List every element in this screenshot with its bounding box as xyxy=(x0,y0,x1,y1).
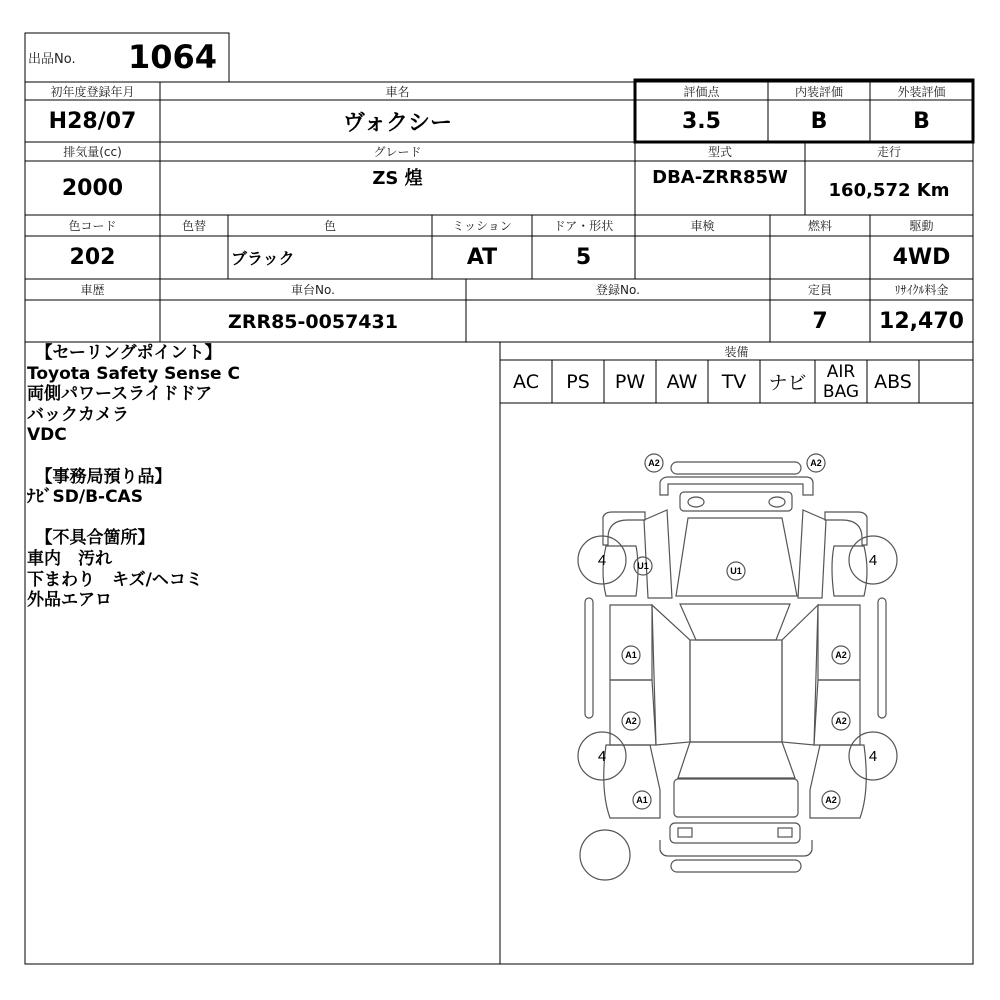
damage-mark: A1 xyxy=(636,795,648,805)
model-value: DBA-ZRR85W xyxy=(652,166,788,188)
grade-value: ZS 煌 xyxy=(372,168,423,189)
note-line: VDC xyxy=(27,425,67,446)
chassis-label: 車台No. xyxy=(291,283,335,297)
mileage-value: 160,572 Km xyxy=(828,179,950,201)
color-code-value: 202 xyxy=(69,245,116,270)
first-reg-label: 初年度登録年月 xyxy=(50,84,135,99)
capacity-label: 定員 xyxy=(807,283,832,297)
note-line: 車内 汚れ xyxy=(27,548,112,569)
tire-tread: 4 xyxy=(868,748,878,765)
note-line: Toyota Safety Sense C xyxy=(27,363,240,384)
equip-ac: AC xyxy=(513,370,539,393)
tire-tread: 4 xyxy=(597,748,607,765)
note-line: 両側パワースライドドア xyxy=(27,384,213,405)
mission-value: AT xyxy=(466,245,498,270)
color-value: ブラック xyxy=(231,249,295,268)
equip-ps: PS xyxy=(566,370,590,393)
history-label: 車歴 xyxy=(80,283,105,297)
note-line: 下まわり キズ/ヘコミ xyxy=(27,569,203,590)
mileage-label: 走行 xyxy=(876,145,901,159)
note-line: 【事務局預り品】 xyxy=(27,466,172,487)
inspection-label: 車検 xyxy=(690,219,715,233)
note-line: ﾅﾋﾞSD/B-CAS xyxy=(27,487,143,508)
chassis-value: ZRR85-0057431 xyxy=(228,311,398,333)
tire-tread: 4 xyxy=(597,552,607,569)
damage-mark: U1 xyxy=(730,566,742,576)
note-line: 外品エアロ xyxy=(27,590,112,611)
drive-label: 駆動 xyxy=(909,219,934,233)
capacity-value: 7 xyxy=(812,308,828,334)
car-name-label: 車名 xyxy=(385,84,410,99)
equip-tv: TV xyxy=(721,370,747,393)
doors-label: ドア・形状 xyxy=(553,219,614,233)
exterior-label: 外装評価 xyxy=(897,84,946,99)
score-label: 評価点 xyxy=(683,84,720,99)
color-code-label: 色コード xyxy=(68,219,117,233)
damage-mark: A1 xyxy=(625,650,637,660)
damage-mark: A2 xyxy=(825,795,837,805)
model-label: 型式 xyxy=(707,145,732,159)
color-label: 色 xyxy=(323,219,336,233)
equip-aw: AW xyxy=(666,370,698,393)
damage-mark: A2 xyxy=(810,458,822,468)
score-value: 3.5 xyxy=(682,108,721,134)
mission-label: ミッション xyxy=(452,219,512,233)
doors-value: 5 xyxy=(575,245,592,270)
displacement-value: 2000 xyxy=(61,175,124,201)
damage-mark: A2 xyxy=(625,716,637,726)
first-reg-value: H28/07 xyxy=(48,108,137,134)
interior-value: B xyxy=(810,108,828,134)
car-name-value: ヴォクシー xyxy=(342,110,453,136)
equip-navi: ナビ xyxy=(768,372,807,394)
grade-label: グレード xyxy=(373,145,422,159)
lot-label: 出品No. xyxy=(28,51,76,67)
damage-mark: U1 xyxy=(637,561,649,571)
reg-label: 登録No. xyxy=(596,283,640,297)
equip-air: AIR xyxy=(826,362,856,382)
recycle-value: 12,470 xyxy=(879,308,964,334)
fuel-label: 燃料 xyxy=(807,219,832,233)
equip-pw: PW xyxy=(614,370,646,393)
note-line: 【不具合箇所】 xyxy=(27,528,155,549)
equip-abs: ABS xyxy=(874,370,912,393)
equip-bag: BAG xyxy=(822,382,860,402)
damage-mark: A2 xyxy=(648,458,660,468)
equipment-label: 装備 xyxy=(724,344,749,359)
exterior-value: B xyxy=(913,108,930,134)
drive-value: 4WD xyxy=(892,245,951,270)
damage-mark: A2 xyxy=(835,650,847,660)
tire-tread: 4 xyxy=(868,552,878,569)
note-line: バックカメラ xyxy=(27,404,129,425)
lot-number: 1064 xyxy=(127,38,218,76)
displacement-label: 排気量(cc) xyxy=(63,145,122,159)
repaint-label: 色替 xyxy=(181,219,206,233)
interior-label: 内装評価 xyxy=(794,84,843,99)
damage-mark: A2 xyxy=(835,716,847,726)
note-line: 【セーリングポイント】 xyxy=(27,343,222,363)
recycle-label: ﾘｻｲｸﾙ料金 xyxy=(894,283,949,297)
